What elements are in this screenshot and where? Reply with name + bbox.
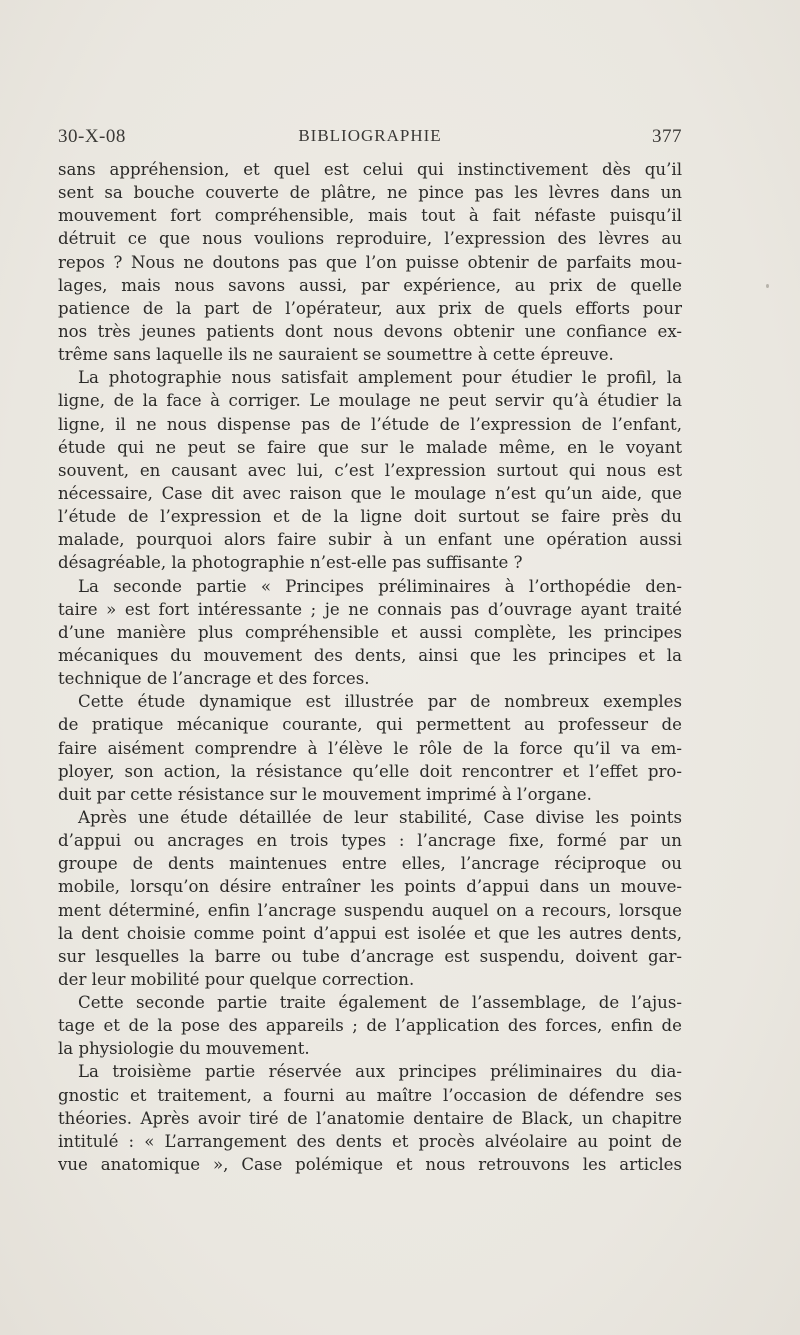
text-line: la dent choisie comme point d’appui est isolée et que les autres dents, [58, 923, 682, 943]
paper-speck [766, 284, 769, 288]
text-line: désagréable, la photographie n’est-elle pas suffisante ? [58, 553, 523, 573]
text-line: sur lesquelles la barre ou tube d’ancrage est suspendu, doivent gar- [58, 946, 682, 966]
text-line: technique de l’ancrage et des forces. [58, 669, 370, 689]
text-line: malade, pourquoi alors faire subir à un enfant une opération aussi [58, 530, 682, 550]
text-line: nos très jeunes patients dont nous devons obtenir une confiance ex- [58, 321, 682, 341]
text-line: La troisième partie réservée aux principes préliminaires du dia- [78, 1062, 682, 1082]
text-line: la physiologie du mouvement. [58, 1039, 310, 1059]
body-text [58, 158, 682, 1176]
text-line: intitulé : « L’arrangement des dents et procès alvéolaire au point de [58, 1131, 682, 1151]
text-line: vue anatomique », Case polémique et nous retrouvons les articles [58, 1155, 682, 1175]
text-line: sans appréhension, et quel est celui qui instinctivement dès qu’il [58, 160, 682, 179]
running-header [58, 126, 682, 150]
text-line: mouvement fort compréhensible, mais tout à fait néfaste puisqu’il [58, 206, 682, 226]
text-line: ment déterminé, enfin l’ancrage suspendu auquel on a recours, lorsque [58, 900, 682, 920]
text-line: La seconde partie « Principes préliminaires à l’orthopédie den- [78, 576, 682, 596]
text-line: trême sans laquelle ils ne sauraient se soumettre à cette épreuve. [58, 345, 614, 365]
text-line: souvent, en causant avec lui, c’est l’expression surtout qui nous est [58, 460, 682, 480]
text-line: La photographie nous satisfait amplement pour étudier le profil, la [78, 368, 682, 388]
text-line: Cette seconde partie traite également de l’assemblage, de l’ajus- [78, 993, 682, 1013]
text-line: détruit ce que nous voulions reproduire, l’expression des lèvres au [58, 229, 682, 249]
text-line: nécessaire, Case dit avec raison que le moulage n’est qu’un aide, que [58, 483, 682, 503]
text-line: Cette étude dynamique est illustrée par de nombreux exemples [78, 692, 682, 712]
text-line: sent sa bouche couverte de plâtre, ne pince pas les lèvres dans un [58, 183, 682, 203]
header-title: BIBLIOGRAPHIE [298, 126, 442, 145]
text-line: théories. Après avoir tiré de l’anatomie dentaire de Black, un chapitre [58, 1108, 682, 1128]
text-line: ligne, il ne nous dispense pas de l’étude de l’expression de l’enfant, [58, 414, 682, 434]
text-line: gnostic et traitement, a fourni au maître l’occasion de défendre ses [58, 1085, 682, 1105]
text-line: taire » est fort intéressante ; je ne connais pas d’ouvrage ayant traité [58, 599, 682, 619]
text-line: d’une manière plus compréhensible et aussi complète, les principes [58, 622, 682, 642]
text-line: tage et de la pose des appareils ; de l’application des forces, enfin de [58, 1016, 682, 1036]
text-line: repos ? Nous ne doutons pas que l’on puisse obtenir de parfaits mou- [58, 252, 682, 272]
text-line: patience de la part de l’opérateur, aux prix de quels efforts pour [58, 298, 682, 318]
text-line: étude qui ne peut se faire que sur le malade même, en le voyant [58, 437, 682, 457]
text-line: lages, mais nous savons aussi, par expérience, au prix de quelle [58, 275, 682, 295]
text-line: mobile, lorsqu’on désire entraîner les points d’appui dans un mouve- [58, 877, 682, 897]
text-line: Après une étude détaillée de leur stabilité, Case divise les points [78, 807, 682, 827]
text-line: mécaniques du mouvement des dents, ainsi que les principes et la [58, 645, 682, 665]
text-line: l’étude de l’expression et de la ligne doit surtout se faire près du [58, 507, 682, 527]
page-number: 377 [652, 126, 682, 147]
text-line: ligne, de la face à corriger. Le moulage ne peut servir qu’à étudier la [58, 391, 682, 411]
text-line: d’appui ou ancrages en trois types : l’ancrage fixe, formé par un [58, 831, 682, 851]
header-date: 30-X-08 [58, 126, 126, 147]
text-line: duit par cette résistance sur le mouvement imprimé à l’organe. [58, 784, 592, 804]
text-line: groupe de dents maintenues entre elles, l’ancrage réciproque ou [58, 854, 682, 874]
text-line: faire aisément comprendre à l’élève le rôle de la force qu’il va em- [58, 738, 682, 758]
text-line: de pratique mécanique courante, qui permettent au professeur de [58, 715, 682, 735]
text-line: der leur mobilité pour quelque correction. [58, 969, 415, 989]
text-line: ployer, son action, la résistance qu’elle doit rencontrer et l’effet pro- [58, 761, 682, 781]
